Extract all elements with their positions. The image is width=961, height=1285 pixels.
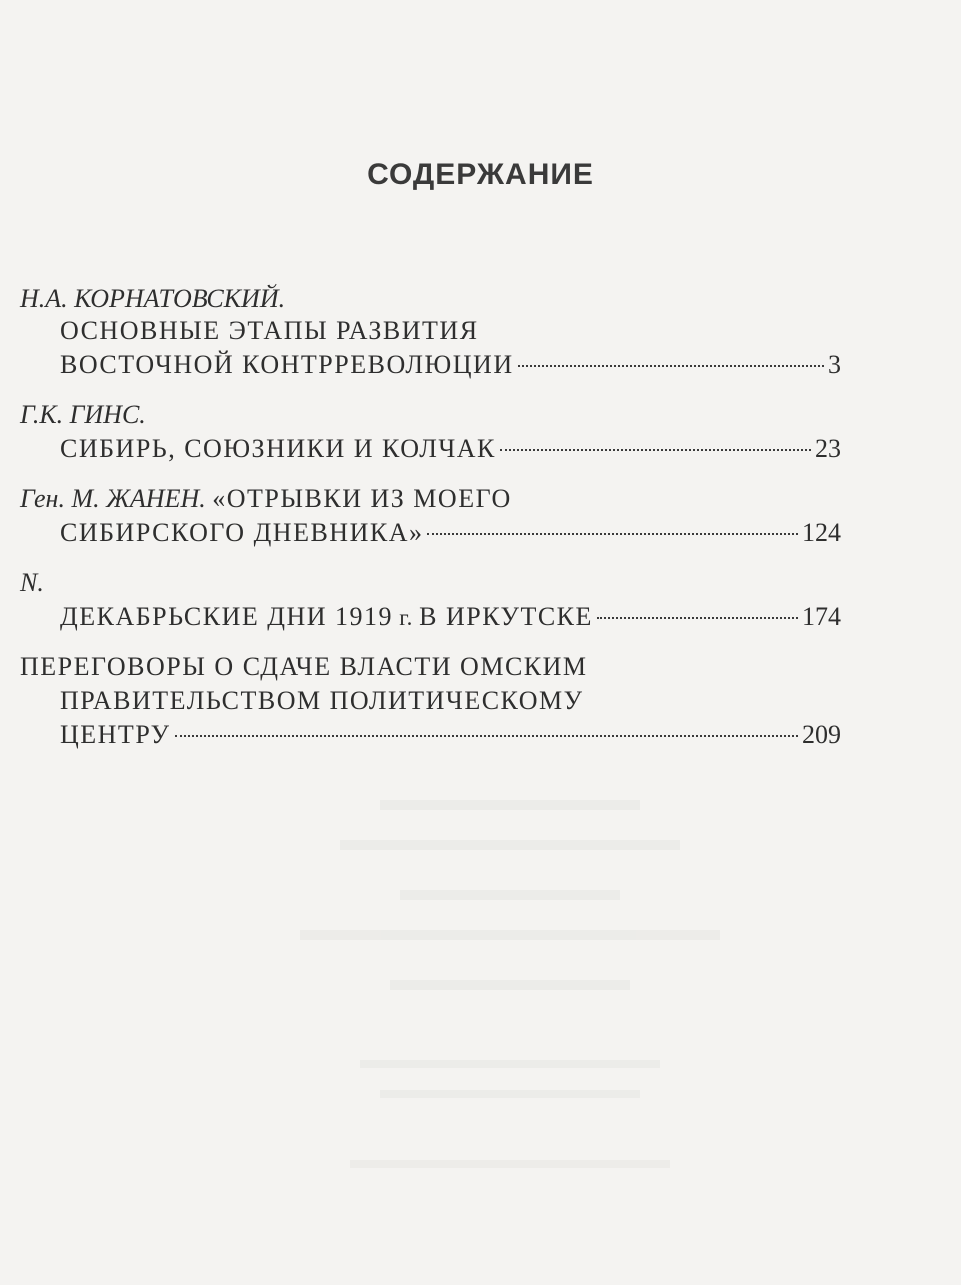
entry-title-line: «ОТРЫВКИ ИЗ МОЕГО [212,484,512,513]
toc-entry-line [60,434,841,464]
entry-title-line: ПЕРЕГОВОРЫ О СДАЧЕ ВЛАСТИ ОМСКИМ [20,652,588,681]
entry-title-line: ДЕКАБРЬСКИЕ ДНИ 1919 г. В ИРКУТСКЕ [60,602,593,631]
dot-leader [597,617,798,619]
entry-author: Г.К. ГИНС. [20,400,146,429]
toc-entry-line [60,518,841,548]
show-through-texture [300,800,720,1200]
page-number: 124 [802,518,841,547]
dot-leader [427,533,798,535]
dot-leader [500,449,811,451]
entry-author-line [20,484,512,514]
toc-entry-line [60,720,841,750]
entry-title-line: ПРАВИТЕЛЬСТВОМ ПОЛИТИЧЕСКОМУ [60,686,584,715]
entry-title-line: ОСНОВНЫЕ ЭТАПЫ РАЗВИТИЯ [60,316,479,345]
page-title: СОДЕРЖАНИЕ [367,158,594,191]
page-number: 174 [802,602,841,631]
toc-entry-line [60,602,841,632]
entry-author: Ген. М. ЖАНЕН. [20,484,206,513]
entry-title-line: ЦЕНТРУ [60,720,171,749]
page-number: 209 [802,720,841,749]
entry-title-line: СИБИРЬ, СОЮЗНИКИ И КОЛЧАК [60,434,496,463]
page-number: 23 [815,434,841,463]
entry-author: Н.А. КОРНАТОВСКИЙ. [20,284,286,313]
entry-title-line: СИБИРСКОГО ДНЕВНИКА» [60,518,424,547]
dot-leader [175,735,798,737]
toc-entry-line [60,350,841,380]
entry-title-line: ВОСТОЧНОЙ КОНТРРЕВОЛЮЦИИ [60,350,514,379]
dot-leader [518,365,824,367]
page-number: 3 [828,350,841,379]
entry-author: N. [20,568,44,597]
